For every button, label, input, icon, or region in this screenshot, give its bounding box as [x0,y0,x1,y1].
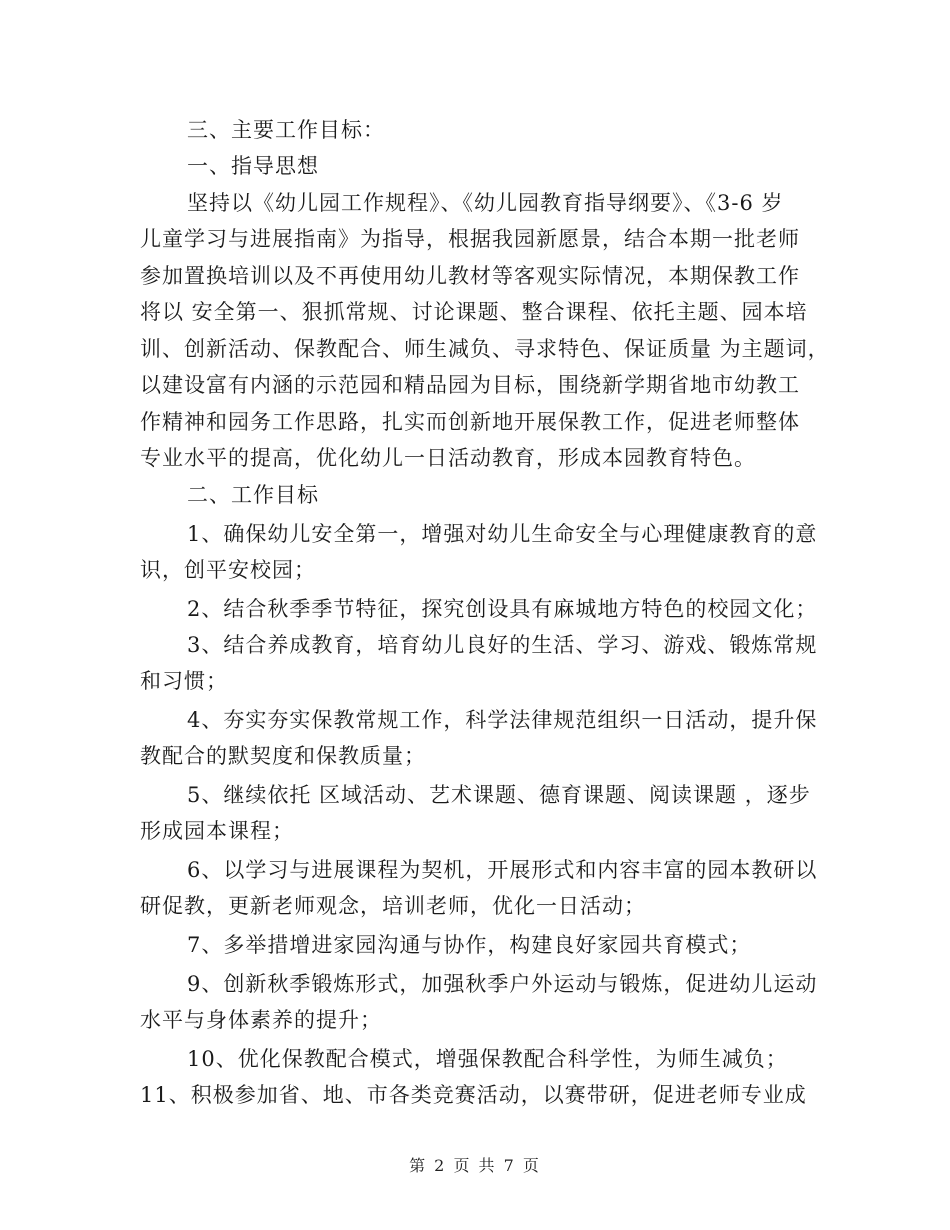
paragraph-line: 坚持以《幼儿园工作规程》、《幼儿园教育指导纲要》、《3-6 岁 [187,191,784,215]
paragraph-line: 训、创新活动、保教配合、师生减负、寻求特色、保证质量 为主题词， [140,337,830,361]
list-item: 4、夯实夯实保教常规工作，科学法律规范组织一日活动，提升保 [187,708,818,732]
list-item: 7、多举措增进家园沟通与协作，构建良好家园共育模式； [187,933,752,957]
paragraph-line: 参加置换培训以及不再使用幼儿教材等客观实际情况，本期保教工作 [140,264,800,288]
section-heading: 三、主要工作目标： [187,118,385,142]
list-item-continuation: 研促教，更新老师观念，培训老师，优化一日活动； [140,894,646,918]
list-item-continuation: 教配合的默契度和保教质量； [140,744,426,768]
subsection-heading: 二、工作目标 [187,483,319,507]
paragraph-line: 儿童学习与进展指南》为指导，根据我园新愿景，结合本期一批老师 [140,227,800,251]
list-item: 10、优化保教配合模式，增强保教配合科学性，为师生减负； [187,1047,788,1071]
list-item: 2、结合秋季季节特征，探究创设具有麻城地方特色的校园文化； [187,597,818,621]
list-item-continuation: 形成园本课程； [140,819,294,843]
list-item: 9、创新秋季锻炼形式，加强秋季户外运动与锻炼，促进幼儿运动 [187,972,818,996]
page-number-footer: 第 2 页 共 7 页 [409,1156,541,1175]
paragraph-line: 将以 安全第一、狠抓常规、讨论课题、整合课程、依托主题、园本培 [140,300,808,324]
list-item-continuation: 识，创平安校园； [140,558,316,582]
list-item-continuation: 和习惯； [140,669,228,693]
list-item: 1、确保幼儿安全第一，增强对幼儿生命安全与心理健康教育的意 [187,522,818,546]
list-item: 5、继续依托 区域活动、艺术课题、德育课题、阅读课题 ，逐步 [187,783,811,807]
paragraph-line: 专业水平的提高，优化幼儿一日活动教育，形成本园教育特色。 [140,446,756,470]
list-item: 6、以学习与进展课程为契机，开展形式和内容丰富的园本教研以 [187,858,818,882]
list-item: 11、积极参加省、地、市各类竞赛活动，以赛带研，促进老师专业成 [140,1083,807,1107]
list-item: 3、结合养成教育，培育幼儿良好的生活、学习、游戏、锻炼常规 [187,633,818,657]
paragraph-line: 以建设富有内涵的示范园和精品园为目标，围绕新学期省地市幼教工 [140,373,800,397]
subsection-heading: 一、指导思想 [187,154,319,178]
paragraph-line: 作精神和园务工作思路，扎实而创新地开展保教工作，促进老师整体 [140,410,800,434]
list-item-continuation: 水平与身体素养的提升； [140,1008,382,1032]
